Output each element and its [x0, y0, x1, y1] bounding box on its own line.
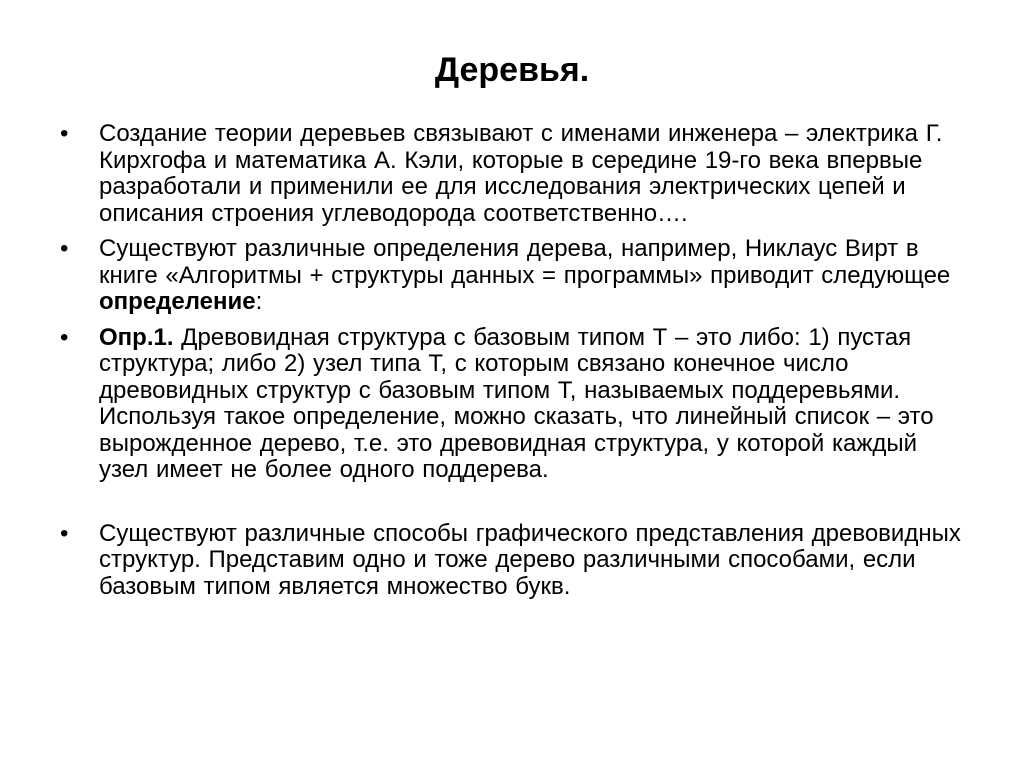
bullet-text: Существуют различные способы графического представления древовидных структур. Представим одно и тоже дерево различными способами, если базовым типом является множество букв.: [99, 519, 961, 600]
definition-label: Опр.1.: [99, 323, 174, 351]
bullet-icon: •: [60, 323, 69, 351]
bullet-item-representations: [60, 521, 965, 601]
bullet-icon: •: [60, 120, 69, 147]
bullet-item-definitions: [60, 236, 965, 316]
bullet-bold-term: определение: [99, 288, 256, 315]
bullet-text: Древовидная структура с базовым типом Т – это либо: 1) пустая структура; либо 2) узел типа Т, с которым связано конечное число древовидных структур с базовым типом Т, называемых поддеревьями. Используя такое определение, можно сказать, что линейный список – это вырожденное дерево, т.е. это древовидная структура, у которой каждый узел имеет не более одного поддерева.: [99, 323, 934, 483]
bullet-list: [60, 121, 965, 609]
bullet-item-history: [60, 121, 965, 227]
bullet-item-definition-1: [60, 325, 965, 484]
bullet-text: Создание теории деревьев связывают с именами инженера – электрика Г. Кирхгофа и математика А. Кэли, которые в середине 19-го века впервые разработали и применили ее для исследования электрических цепей и описания строения углеводорода соответственно….: [99, 120, 943, 227]
bullet-icon: •: [60, 519, 69, 547]
slide-title: Деревья.: [434, 51, 590, 89]
bullet-text: Существуют различные определения дерева, например, Никлаус Вирт в книге «Алгоритмы + структуры данных = программы» приводит следующее: [99, 235, 951, 289]
bullet-text-tail: :: [255, 288, 263, 315]
bullet-icon: •: [60, 235, 69, 262]
